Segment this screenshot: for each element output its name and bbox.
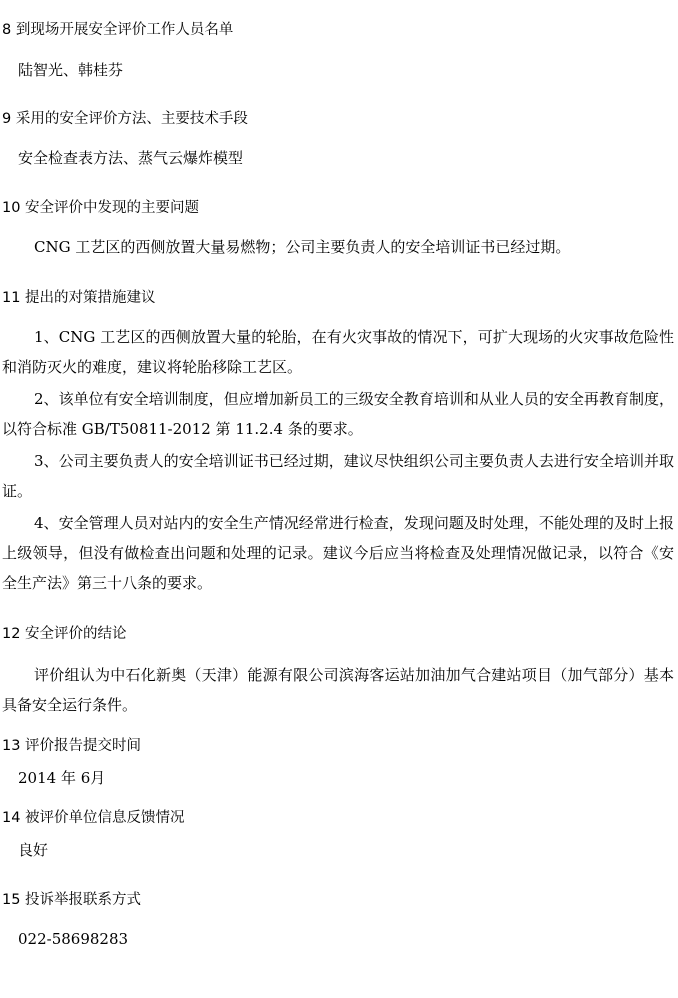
- section-11-item-4: 4、安全管理人员对站内的安全生产情况经常进行检查，发现问题及时处理，不能处理的及时上报上级领导，但没有做检查出问题和处理的记录。建议今后应当将检查及处理情况做记录，以符合《安全生产法》第三十八条的要求。: [2, 514, 674, 592]
- section-9-methods: 安全检查表方法、蒸气云爆炸模型: [18, 149, 244, 167]
- section-13-heading: 13 评价报告提交时间: [2, 738, 142, 754]
- section-8-personnel: 陆智光、韩桂芬: [18, 61, 124, 79]
- section-12-conclusion: 评价组认为中石化新奥（天津）能源有限公司滨海客运站加油加气合建站项目（加气部分）基本具备安全运行条件。: [2, 666, 674, 714]
- section-11-heading: 11 提出的对策措施建议: [2, 290, 156, 306]
- section-12-heading: 12 安全评价的结论: [2, 626, 127, 642]
- section-8-heading: 8 到现场开展安全评价工作人员名单: [2, 22, 234, 38]
- section-9-heading: 9 采用的安全评价方法、主要技术手段: [2, 111, 248, 127]
- section-10-heading: 10 安全评价中发现的主要问题: [2, 200, 200, 216]
- section-13-date: 2014 年 6月: [18, 769, 106, 787]
- section-10-problems: CNG 工艺区的西侧放置大量易燃物；公司主要负责人的安全培训证书已经过期。: [34, 238, 571, 256]
- section-15-contact: 022-58698283: [18, 930, 129, 948]
- section-14-feedback: 良好: [18, 841, 49, 859]
- section-11-item-1: 1、CNG 工艺区的西侧放置大量的轮胎，在有火灾事故的情况下，可扩大现场的火灾事故危险性和消防灭火的难度，建议将轮胎移除工艺区。: [2, 328, 674, 376]
- section-14-heading: 14 被评价单位信息反馈情况: [2, 810, 185, 826]
- section-15-heading: 15 投诉举报联系方式: [2, 892, 142, 908]
- section-11-item-3: 3、公司主要负责人的安全培训证书已经过期，建议尽快组织公司主要负责人去进行安全培训并取证。: [2, 452, 674, 500]
- section-11-item-2: 2、该单位有安全培训制度，但应增加新员工的三级安全教育培训和从业人员的安全再教育制度，以符合标准 GB/T50811-2012 第 11.2.4 条的要求。: [2, 390, 674, 438]
